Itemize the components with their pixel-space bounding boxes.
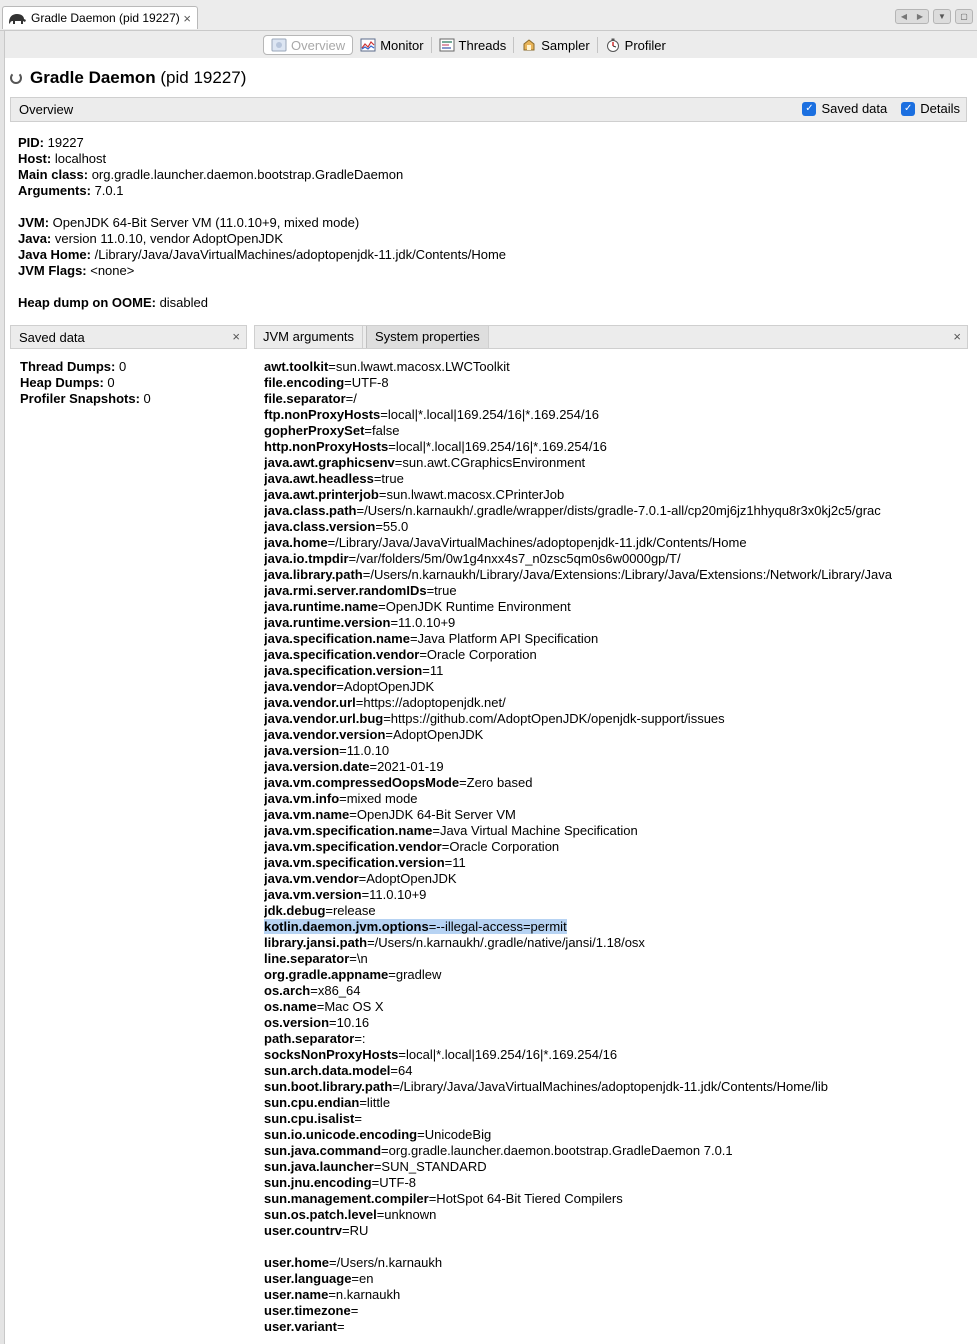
info-java-home: Java Home: /Library/Java/JavaVirtualMachines/adoptopenjdk-11.jdk/Contents/Home: [18, 247, 507, 262]
property-value: =sun.awt.CGraphicsEnvironment: [394, 455, 586, 470]
property-key: jdk.debug: [264, 903, 326, 918]
property-value: =local|*.local|169.254/16|*.169.254/16: [388, 439, 607, 454]
property-key: org.gradle.appname: [264, 967, 389, 982]
property-value: =/Library/Java/JavaVirtualMachines/adoptopenjdk-11.jdk/Contents/Home/lib: [392, 1079, 828, 1094]
property-key: java.runtime.name: [264, 599, 379, 614]
property-key: java.home: [264, 535, 328, 550]
property-value: =https://github.com/AdoptOpenJDK/openjdk-support/issues: [383, 711, 725, 726]
property-value: =/: [345, 391, 357, 406]
info-host: Host: localhost: [18, 151, 107, 166]
tab-threads[interactable]: [432, 35, 514, 55]
property-value: =Java Virtual Machine Specification: [432, 823, 638, 838]
saved-data-panel-header: [10, 325, 247, 349]
property-row[interactable]: [264, 1095, 977, 1111]
property-value: =false: [364, 423, 400, 438]
property-key: java.vendor.url: [264, 695, 356, 710]
property-row[interactable]: [264, 1047, 977, 1063]
property-value: =sun.lwawt.macosx.CPrinterJob: [378, 487, 565, 502]
details-checkbox[interactable]: [901, 101, 960, 116]
property-key: java.awt.headless: [264, 471, 374, 486]
tab-overview[interactable]: [263, 35, 353, 55]
property-key: sun.boot.library.path: [264, 1079, 393, 1094]
property-key: sun.cpu.isalist: [264, 1111, 355, 1126]
thread-dumps-count: Thread Dumps: 0: [20, 359, 127, 374]
document-tab-bar: [0, 0, 977, 31]
property-value: =Zero based: [459, 775, 533, 790]
property-key: java.version.date: [264, 759, 370, 774]
tab-sampler-label: Sampler: [541, 37, 590, 53]
property-key: sun.jnu.encoding: [264, 1175, 372, 1190]
property-value: =11: [422, 663, 444, 678]
property-row[interactable]: [264, 519, 977, 535]
property-row[interactable]: [264, 1063, 977, 1079]
property-key: java.vendor.version: [264, 727, 386, 742]
property-value: =OpenJDK Runtime Environment: [378, 599, 571, 614]
property-value: =release: [325, 903, 376, 918]
property-key: java.vm.specification.version: [264, 855, 445, 870]
property-value: =11.0.10: [339, 743, 390, 758]
property-row[interactable]: [264, 551, 977, 567]
property-value: =11.0.10+9: [361, 887, 427, 902]
property-value: =: [354, 1111, 362, 1126]
property-key: gopherProxySet: [264, 423, 365, 438]
property-value: =AdoptOpenJDK: [336, 679, 435, 694]
property-value: =UTF-8: [371, 1175, 417, 1190]
tab-scroll-buttons: [895, 9, 929, 24]
tab-sampler[interactable]: [514, 35, 596, 55]
info-heap-dump: Heap dump on OOME: disabled: [18, 295, 208, 310]
property-value: =x86_64: [310, 983, 361, 998]
close-tab-icon[interactable]: ×: [183, 10, 191, 26]
property-row[interactable]: [264, 1239, 977, 1255]
property-value: =/var/folders/5m/0w1g4nxx4s7_n0zsc5qm0s6w0000gp/T/: [348, 551, 681, 566]
property-key: os.name: [264, 999, 317, 1014]
info-pid: PID: 19227: [18, 135, 84, 150]
property-key: sun.java.command: [264, 1143, 382, 1158]
property-key: awt.toolkit: [264, 359, 329, 374]
property-key: java.awt.graphicsenv: [264, 455, 395, 470]
property-row[interactable]: [264, 1031, 977, 1047]
property-key: java.vendor: [264, 679, 337, 694]
property-key: sun.management.compiler: [264, 1191, 429, 1206]
property-row[interactable]: [264, 887, 977, 903]
property-key: socksNonProxyHosts: [264, 1047, 399, 1062]
profiler-icon: [605, 38, 621, 52]
threads-icon: [439, 38, 455, 52]
property-row[interactable]: [264, 1143, 977, 1159]
property-row[interactable]: [264, 951, 977, 967]
property-row[interactable]: [264, 1079, 977, 1095]
property-row[interactable]: [264, 999, 977, 1015]
property-row[interactable]: [264, 695, 977, 711]
property-value: =Java Platform API Specification: [409, 631, 599, 646]
property-row[interactable]: [264, 791, 977, 807]
property-value: =/Users/n.karnaukh: [329, 1255, 443, 1270]
info-jvm-flags: JVM Flags: <none>: [18, 263, 135, 278]
property-key: java.awt.printerjob: [264, 487, 379, 502]
property-value: =Mac OS X: [316, 999, 384, 1014]
property-value: =--illegal-access=permit: [428, 919, 567, 934]
property-row[interactable]: [264, 407, 977, 423]
close-icon[interactable]: ×: [232, 329, 240, 344]
property-key: java.vm.name: [264, 807, 350, 822]
property-value: =OpenJDK 64-Bit Server VM: [349, 807, 516, 822]
property-row[interactable]: [264, 1223, 977, 1239]
profiler-snapshots-count: Profiler Snapshots: 0: [20, 391, 151, 406]
property-key: java.class.version: [264, 519, 376, 534]
info-main-class: Main class: org.gradle.launcher.daemon.bootstrap.GradleDaemon: [18, 167, 404, 182]
property-value: =55.0: [375, 519, 409, 534]
property-key: os.version: [264, 1015, 330, 1030]
property-row[interactable]: [264, 839, 977, 855]
tab-system-properties[interactable]: System properties: [366, 326, 489, 348]
property-key: user.language: [264, 1271, 352, 1286]
property-value: =little: [359, 1095, 391, 1110]
details-checkbox-label: Details: [920, 101, 960, 116]
property-row[interactable]: [264, 439, 977, 455]
property-row[interactable]: [264, 631, 977, 647]
property-key: sun.cpu.endian: [264, 1095, 360, 1110]
property-row[interactable]: [264, 1159, 977, 1175]
jvm-info: [18, 135, 506, 311]
property-row[interactable]: [264, 935, 977, 951]
property-row[interactable]: [264, 807, 977, 823]
property-value: =10.16: [329, 1015, 370, 1030]
info-jvm: JVM: OpenJDK 64-Bit Server VM (11.0.10+9, mixed mode): [18, 215, 360, 230]
property-key: java.specification.version: [264, 663, 423, 678]
property-row[interactable]: [264, 855, 977, 871]
monitor-icon: [360, 38, 376, 52]
property-key: java.vm.specification.vendor: [264, 839, 442, 854]
property-key: java.rmi.server.randomIDs: [264, 583, 427, 598]
property-value: =mixed mode: [339, 791, 418, 806]
property-value: =: [337, 1319, 345, 1334]
property-value: =AdoptOpenJDK: [358, 871, 457, 886]
property-row[interactable]: [264, 1127, 977, 1143]
property-key: http.nonProxyHosts: [264, 439, 389, 454]
property-key: user.home: [264, 1255, 330, 1270]
property-key: sun.io.unicode.encoding: [264, 1127, 418, 1142]
tab-list-dropdown-icon[interactable]: ▼: [933, 9, 951, 24]
property-value: =local|*.local|169.254/16|*.169.254/16: [380, 407, 599, 422]
property-row[interactable]: [264, 919, 977, 935]
property-value: =\n: [349, 951, 368, 966]
property-row[interactable]: [264, 583, 977, 599]
property-row[interactable]: [264, 1111, 977, 1127]
overview-icon: [271, 38, 287, 52]
tab-threads-label: Threads: [458, 37, 507, 53]
property-value: =64: [390, 1063, 413, 1078]
tab-jvm-arguments[interactable]: JVM arguments: [255, 326, 363, 348]
overview-section-header: [10, 97, 967, 122]
property-key: java.io.tmpdir: [264, 551, 349, 566]
property-row[interactable]: [264, 359, 977, 375]
property-row[interactable]: [264, 727, 977, 743]
property-key: sun.java.launcher: [264, 1159, 374, 1174]
property-key: java.version: [264, 743, 340, 758]
property-value: =RU: [342, 1223, 369, 1238]
property-key: java.specification.name: [264, 631, 410, 646]
tab-monitor[interactable]: [353, 35, 430, 55]
property-value: =2021-01-19: [369, 759, 444, 774]
property-key: java.runtime.version: [264, 615, 391, 630]
property-key: java.library.path: [264, 567, 363, 582]
property-value: =true: [426, 583, 457, 598]
left-edge-strip: [0, 30, 5, 1344]
property-value: =org.gradle.launcher.daemon.bootstrap.GradleDaemon 7.0.1: [381, 1143, 733, 1158]
sampler-icon: [521, 38, 537, 52]
property-value: =11.0.10+9: [390, 615, 456, 630]
property-key: java.vm.specification.name: [264, 823, 433, 838]
property-row[interactable]: [264, 711, 977, 727]
saved-data-checkbox-label: Saved data: [821, 101, 888, 116]
property-key: sun.arch.data.model: [264, 1063, 391, 1078]
scroll-left-icon[interactable]: ◀: [900, 12, 908, 21]
property-row[interactable]: [264, 759, 977, 775]
property-row[interactable]: [264, 1303, 977, 1319]
property-row[interactable]: [264, 1287, 977, 1303]
property-row[interactable]: [264, 967, 977, 983]
property-value: =AdoptOpenJDK: [385, 727, 484, 742]
saved-data-title: Saved data: [19, 330, 85, 345]
property-row[interactable]: [264, 455, 977, 471]
property-value: =: [350, 1303, 359, 1318]
property-value: =/Users/n.karnaukh/.gradle/wrapper/dists/gradle-7.0.1-all/cp20mj6jz1hhyqu8r3x0kj2c5/grac: [356, 503, 881, 518]
tab-overview-label: Overview: [291, 37, 346, 53]
property-row[interactable]: [264, 487, 977, 503]
property-row[interactable]: [264, 391, 977, 407]
property-row[interactable]: [264, 1207, 977, 1223]
info-arguments: Arguments: 7.0.1: [18, 183, 124, 198]
property-row[interactable]: [264, 983, 977, 999]
scroll-right-icon[interactable]: ▶: [916, 12, 924, 21]
property-value: =11: [444, 855, 466, 870]
property-key: java.class.path: [264, 503, 357, 518]
property-value: =HotSpot 64-Bit Tiered Compilers: [428, 1191, 623, 1206]
property-row[interactable]: [264, 823, 977, 839]
system-properties-list: [264, 359, 977, 1335]
property-value: =UnicodeBig: [417, 1127, 492, 1142]
page-title: [10, 68, 246, 88]
property-value: =unknown: [376, 1207, 437, 1222]
close-icon[interactable]: ×: [953, 329, 961, 344]
heap-dumps-count: Heap Dumps: 0: [20, 375, 115, 390]
property-value: =UTF-8: [344, 375, 389, 390]
property-row[interactable]: [264, 663, 977, 679]
tab-profiler-label: Profiler: [624, 37, 666, 53]
property-value: =:: [354, 1031, 366, 1046]
property-value: =gradlew: [388, 967, 442, 982]
info-java: Java: version 11.0.10, vendor AdoptOpenJDK: [18, 231, 283, 246]
gradle-elephant-icon: [7, 11, 27, 25]
property-key: user.variant: [264, 1319, 337, 1334]
property-value: =/Library/Java/JavaVirtualMachines/adoptopenjdk-11.jdk/Contents/Home: [327, 535, 747, 550]
maximize-icon[interactable]: ▢: [955, 9, 973, 24]
property-row[interactable]: [264, 1015, 977, 1031]
property-row[interactable]: [264, 471, 977, 487]
property-value: =true: [373, 471, 404, 486]
property-value: =n.karnaukh: [328, 1287, 401, 1302]
document-tab[interactable]: [2, 6, 198, 29]
property-value: =SUN_STANDARD: [373, 1159, 487, 1174]
property-key: java.vendor.url.bug: [264, 711, 384, 726]
window-controls: [895, 9, 973, 24]
property-value: =Oracle Corporation: [419, 647, 537, 662]
saved-data-checkbox[interactable]: [802, 101, 887, 116]
property-row[interactable]: [264, 375, 977, 391]
property-key: kotlin.daemon.jvm.options: [264, 919, 429, 934]
property-row[interactable]: [264, 1319, 977, 1335]
checkmark-icon: ✓: [802, 102, 816, 116]
loading-spinner-icon: [10, 72, 22, 84]
property-key: user.timezone: [264, 1303, 351, 1318]
property-key: file.separator: [264, 391, 346, 406]
property-key: file.encoding: [264, 375, 345, 390]
property-row[interactable]: [264, 615, 977, 631]
property-key: line.separator: [264, 951, 350, 966]
property-value: =/Users/n.karnaukh/Library/Java/Extensions:/Library/Java/Extensions:/Network/Library/Java: [362, 567, 893, 582]
property-row[interactable]: [264, 423, 977, 439]
property-key: os.arch: [264, 983, 311, 998]
saved-data-panel: [20, 359, 151, 407]
property-key: java.vm.vendor: [264, 871, 359, 886]
property-key: path.separator: [264, 1031, 355, 1046]
property-key: user.countrv: [264, 1223, 343, 1238]
tab-profiler[interactable]: [598, 35, 673, 55]
property-value: =/Users/n.karnaukh/.gradle/native/jansi/1.18/osx: [367, 935, 645, 950]
property-row[interactable]: [264, 647, 977, 663]
property-key: sun.os.patch.level: [264, 1207, 377, 1222]
property-key: library.jansi.path: [264, 935, 368, 950]
property-value: =https://adoptopenjdk.net/: [355, 695, 506, 710]
view-toolbar: [5, 31, 977, 58]
property-row[interactable]: [264, 743, 977, 759]
property-row[interactable]: [264, 535, 977, 551]
property-key: user.name: [264, 1287, 329, 1302]
property-key: ftp.nonProxyHosts: [264, 407, 381, 422]
property-key: java.specification.vendor: [264, 647, 420, 662]
property-row[interactable]: [264, 775, 977, 791]
tab-monitor-label: Monitor: [380, 37, 424, 53]
property-row[interactable]: [264, 871, 977, 887]
property-key: java.vm.compressedOopsMode: [264, 775, 460, 790]
property-value: =Oracle Corporation: [441, 839, 560, 854]
property-row[interactable]: [264, 679, 977, 695]
property-row[interactable]: [264, 1255, 977, 1271]
property-row[interactable]: [264, 599, 977, 615]
property-value: =local|*.local|169.254/16|*.169.254/16: [398, 1047, 618, 1062]
property-key: java.vm.info: [264, 791, 340, 806]
property-value: =en: [351, 1271, 374, 1286]
property-row[interactable]: [264, 1191, 977, 1207]
property-row[interactable]: [264, 503, 977, 519]
app-pid: (pid 19227): [155, 68, 247, 87]
property-row[interactable]: [264, 1271, 977, 1287]
properties-panel-header: [254, 325, 968, 349]
property-row[interactable]: [264, 1175, 977, 1191]
overview-label: Overview: [19, 102, 74, 117]
app-name: Gradle Daemon: [30, 68, 156, 87]
property-row[interactable]: [264, 567, 977, 583]
property-value: =sun.lwawt.macosx.LWCToolkit: [328, 359, 510, 374]
document-tab-title: Gradle Daemon (pid 19227): [31, 11, 180, 25]
property-key: java.vm.version: [264, 887, 362, 902]
checkmark-icon: ✓: [901, 102, 915, 116]
property-row[interactable]: [264, 903, 977, 919]
